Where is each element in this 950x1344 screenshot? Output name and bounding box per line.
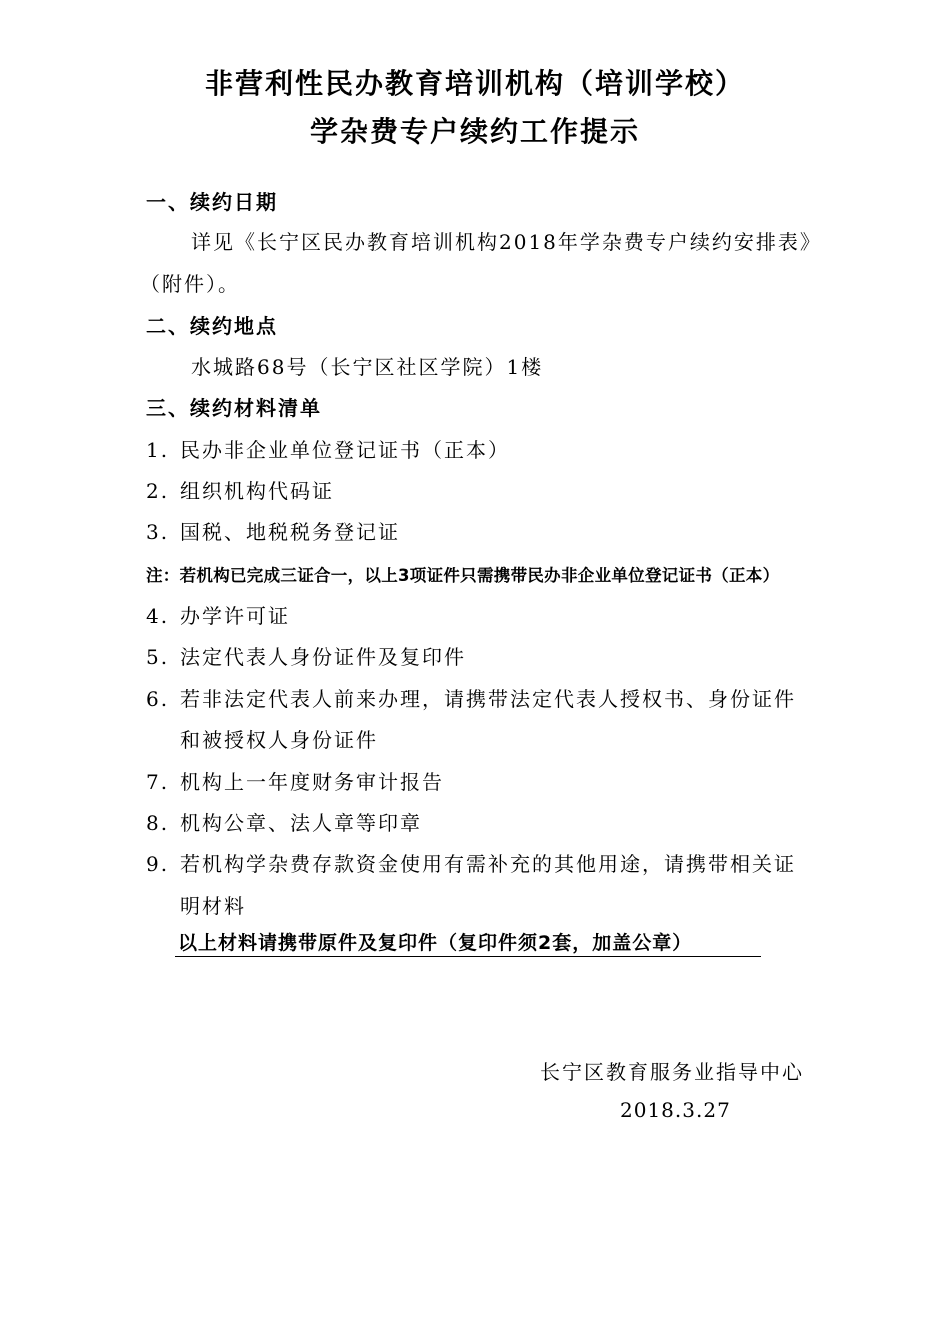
- section-date-body-line1: 详见《长宁区民办教育培训机构2018年学杂费专户续约安排表》: [191, 230, 822, 254]
- material-item-number: 1.: [146, 438, 170, 462]
- material-item-number: 5.: [146, 645, 170, 669]
- signature-org: 长宁区教育服务业指导中心: [540, 1060, 804, 1084]
- section-date-body-line2: （附件）。: [140, 272, 240, 296]
- material-item-text: 民办非企业单位登记证书（正本）: [180, 438, 510, 462]
- underline-rule: [175, 956, 761, 957]
- material-item-text: 机构上一年度财务审计报告: [180, 770, 444, 794]
- material-item-text: 机构公章、法人章等印章: [180, 811, 422, 835]
- three-in-one-note: 注：若机构已完成三证合一，以上3项证件只需携带民办非企业单位登记证书（正本）: [146, 566, 780, 585]
- material-item-text: 若非法定代表人前来办理，请携带法定代表人授权书、身份证件: [180, 687, 796, 711]
- material-item-2: [146, 475, 334, 504]
- material-item-4: [146, 600, 290, 629]
- section-heading-materials: 三、续约材料清单: [146, 396, 322, 420]
- document-title-line2: 学杂费专户续约工作提示: [309, 115, 640, 148]
- material-item-6: [146, 683, 796, 712]
- section-place-body: 水城路68号（长宁区社区学院）1楼: [191, 355, 544, 379]
- material-item-9: [146, 848, 796, 877]
- material-item-text: 国税、地税税务登记证: [180, 520, 400, 544]
- material-item-number: 2.: [146, 479, 170, 503]
- material-item-number: 4.: [146, 604, 170, 628]
- material-item-5: [146, 641, 466, 670]
- document-title-line1: 非营利性民办教育培训机构（培训学校）: [204, 67, 745, 100]
- originals-and-copies-note: 以上材料请携带原件及复印件（复印件须2套，加盖公章）: [178, 932, 693, 954]
- material-item-text: 法定代表人身份证件及复印件: [180, 645, 466, 669]
- signature-date: 2018.3.27: [620, 1098, 731, 1122]
- material-item-number: 7.: [146, 770, 170, 794]
- material-item-6-continuation: 和被授权人身份证件: [180, 728, 378, 752]
- material-item-text: 若机构学杂费存款资金使用有需补充的其他用途，请携带相关证: [180, 852, 796, 876]
- material-item-text: 组织机构代码证: [180, 479, 334, 503]
- material-item-number: 8.: [146, 811, 170, 835]
- material-item-8: [146, 807, 422, 836]
- material-item-3: [146, 516, 400, 545]
- material-item-9-continuation: 明材料: [180, 894, 246, 918]
- material-item-7: [146, 766, 444, 795]
- material-item-text: 办学许可证: [180, 604, 290, 628]
- section-heading-place: 二、续约地点: [146, 314, 278, 338]
- material-item-number: 3.: [146, 520, 170, 544]
- section-heading-date: 一、续约日期: [146, 190, 278, 214]
- material-item-number: 9.: [146, 852, 170, 876]
- material-item-number: 6.: [146, 687, 170, 711]
- material-item-1: [146, 434, 510, 463]
